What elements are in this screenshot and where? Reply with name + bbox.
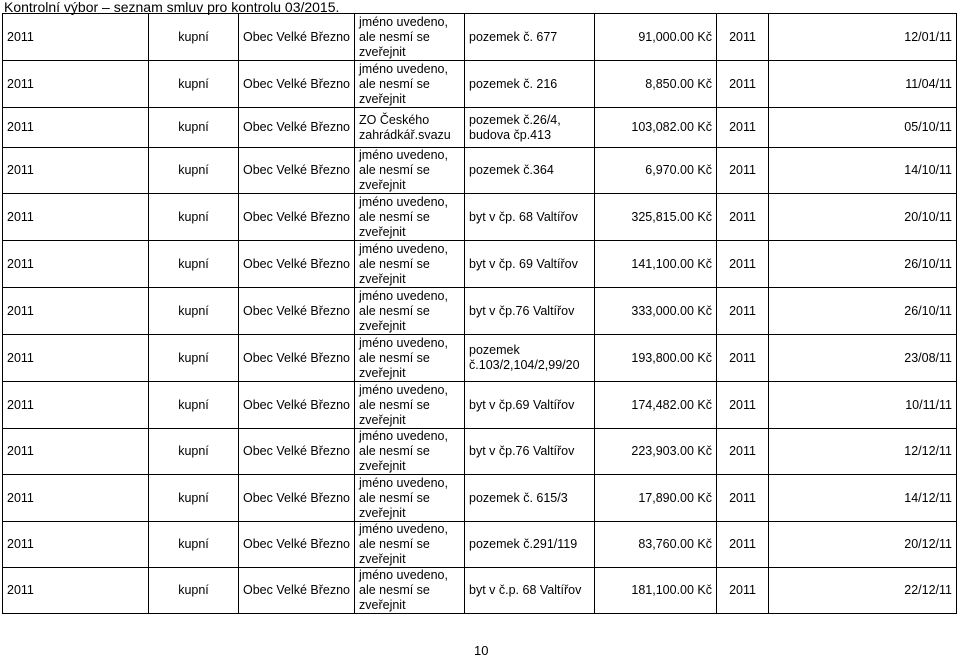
contract-party: Obec Velké Březno [239, 522, 355, 568]
contract-date: 22/12/11 [769, 568, 957, 614]
table-row [3, 568, 957, 614]
contract-year-2: 2011 [717, 288, 769, 335]
contract-year: 2011 [3, 108, 149, 148]
contract-date: 14/12/11 [769, 475, 957, 522]
contract-year: 2011 [3, 429, 149, 475]
contract-subject: byt v čp.76 Valtířov [465, 288, 595, 335]
page-number: 10 [474, 643, 489, 658]
contract-year: 2011 [3, 288, 149, 335]
contract-year-2: 2011 [717, 148, 769, 194]
contract-date: 14/10/11 [769, 148, 957, 194]
contract-year: 2011 [3, 335, 149, 382]
contract-year-2: 2011 [717, 522, 769, 568]
contract-type: kupní [149, 429, 239, 475]
contract-subject: pozemek č.364 [465, 148, 595, 194]
contract-price: 141,100.00 Kč [595, 241, 717, 288]
contract-type: kupní [149, 241, 239, 288]
contract-type: kupní [149, 522, 239, 568]
contract-type: kupní [149, 148, 239, 194]
table-row [3, 108, 957, 148]
contract-year-2: 2011 [717, 382, 769, 429]
contract-year-2: 2011 [717, 194, 769, 241]
contract-price: 17,890.00 Kč [595, 475, 717, 522]
contract-party: Obec Velké Březno [239, 429, 355, 475]
contract-price: 193,800.00 Kč [595, 335, 717, 382]
contract-date: 26/10/11 [769, 241, 957, 288]
counterparty-name: jméno uvedeno, ale nesmí se zveřejnit [355, 522, 465, 568]
table-row [3, 61, 957, 108]
contract-price: 223,903.00 Kč [595, 429, 717, 475]
contract-price: 174,482.00 Kč [595, 382, 717, 429]
counterparty-name: jméno uvedeno, ale nesmí se zveřejnit [355, 568, 465, 614]
table-row [3, 14, 957, 61]
contract-type: kupní [149, 382, 239, 429]
contracts-table-body [3, 14, 957, 614]
table-row [3, 522, 957, 568]
contract-price: 8,850.00 Kč [595, 61, 717, 108]
counterparty-name: jméno uvedeno, ale nesmí se zveřejnit [355, 194, 465, 241]
counterparty-name: jméno uvedeno, ale nesmí se zveřejnit [355, 14, 465, 61]
contract-price: 6,970.00 Kč [595, 148, 717, 194]
contract-party: Obec Velké Březno [239, 241, 355, 288]
table-row [3, 148, 957, 194]
contract-year-2: 2011 [717, 475, 769, 522]
contract-date: 26/10/11 [769, 288, 957, 335]
contract-price: 103,082.00 Kč [595, 108, 717, 148]
contract-year: 2011 [3, 522, 149, 568]
contract-party: Obec Velké Březno [239, 475, 355, 522]
contract-party: Obec Velké Březno [239, 61, 355, 108]
contract-date: 20/10/11 [769, 194, 957, 241]
contract-price: 83,760.00 Kč [595, 522, 717, 568]
table-row [3, 335, 957, 382]
contract-subject: pozemek č.291/119 [465, 522, 595, 568]
contract-subject: byt v čp. 68 Valtířov [465, 194, 595, 241]
contract-party: Obec Velké Březno [239, 288, 355, 335]
contract-party: Obec Velké Březno [239, 14, 355, 61]
contract-date: 20/12/11 [769, 522, 957, 568]
contract-party: Obec Velké Březno [239, 194, 355, 241]
contract-date: 10/11/11 [769, 382, 957, 429]
table-row [3, 382, 957, 429]
contract-price: 181,100.00 Kč [595, 568, 717, 614]
contract-subject: pozemek č. 677 [465, 14, 595, 61]
contract-subject: byt v čp. 69 Valtířov [465, 241, 595, 288]
table-row [3, 429, 957, 475]
contract-party: Obec Velké Březno [239, 335, 355, 382]
contract-year-2: 2011 [717, 335, 769, 382]
counterparty-name: jméno uvedeno, ale nesmí se zveřejnit [355, 475, 465, 522]
contract-price: 91,000.00 Kč [595, 14, 717, 61]
contract-year: 2011 [3, 14, 149, 61]
contract-type: kupní [149, 475, 239, 522]
contract-year-2: 2011 [717, 14, 769, 61]
contract-type: kupní [149, 194, 239, 241]
contract-year: 2011 [3, 475, 149, 522]
table-row [3, 288, 957, 335]
contract-year: 2011 [3, 194, 149, 241]
contract-year: 2011 [3, 382, 149, 429]
contract-year: 2011 [3, 61, 149, 108]
contract-subject: byt v čp.76 Valtířov [465, 429, 595, 475]
contract-party: Obec Velké Březno [239, 108, 355, 148]
contract-subject: pozemek č. 216 [465, 61, 595, 108]
counterparty-name: jméno uvedeno, ale nesmí se zveřejnit [355, 241, 465, 288]
contract-price: 325,815.00 Kč [595, 194, 717, 241]
contract-year-2: 2011 [717, 568, 769, 614]
contract-year: 2011 [3, 241, 149, 288]
contract-date: 05/10/11 [769, 108, 957, 148]
contract-party: Obec Velké Březno [239, 568, 355, 614]
contract-year-2: 2011 [717, 61, 769, 108]
counterparty-name: ZO Českého zahrádkář.svazu [355, 108, 465, 148]
contract-date: 12/01/11 [769, 14, 957, 61]
table-row [3, 241, 957, 288]
contract-date: 11/04/11 [769, 61, 957, 108]
table-row [3, 475, 957, 522]
contract-subject: pozemek č. 615/3 [465, 475, 595, 522]
contract-party: Obec Velké Březno [239, 148, 355, 194]
contract-type: kupní [149, 568, 239, 614]
counterparty-name: jméno uvedeno, ale nesmí se zveřejnit [355, 288, 465, 335]
contract-price: 333,000.00 Kč [595, 288, 717, 335]
counterparty-name: jméno uvedeno, ale nesmí se zveřejnit [355, 382, 465, 429]
contract-year-2: 2011 [717, 108, 769, 148]
contract-year-2: 2011 [717, 429, 769, 475]
contract-subject: pozemek č.103/2,104/2,99/20 [465, 335, 595, 382]
counterparty-name: jméno uvedeno, ale nesmí se zveřejnit [355, 429, 465, 475]
contract-year-2: 2011 [717, 241, 769, 288]
contract-year: 2011 [3, 148, 149, 194]
counterparty-name: jméno uvedeno, ale nesmí se zveřejnit [355, 148, 465, 194]
contract-subject: byt v čp.69 Valtířov [465, 382, 595, 429]
contract-subject: byt v č.p. 68 Valtířov [465, 568, 595, 614]
table-row [3, 194, 957, 241]
counterparty-name: jméno uvedeno, ale nesmí se zveřejnit [355, 61, 465, 108]
contract-type: kupní [149, 288, 239, 335]
contracts-table [2, 13, 957, 614]
contract-date: 23/08/11 [769, 335, 957, 382]
counterparty-name: jméno uvedeno, ale nesmí se zveřejnit [355, 335, 465, 382]
contract-year: 2011 [3, 568, 149, 614]
contract-type: kupní [149, 108, 239, 148]
contract-type: kupní [149, 14, 239, 61]
contract-party: Obec Velké Březno [239, 382, 355, 429]
contract-subject: pozemek č.26/4, budova čp.413 [465, 108, 595, 148]
contract-type: kupní [149, 61, 239, 108]
contract-date: 12/12/11 [769, 429, 957, 475]
document-title: Kontrolní výbor – seznam smluv pro kontrolu 03/2015. [4, 0, 340, 15]
contract-type: kupní [149, 335, 239, 382]
